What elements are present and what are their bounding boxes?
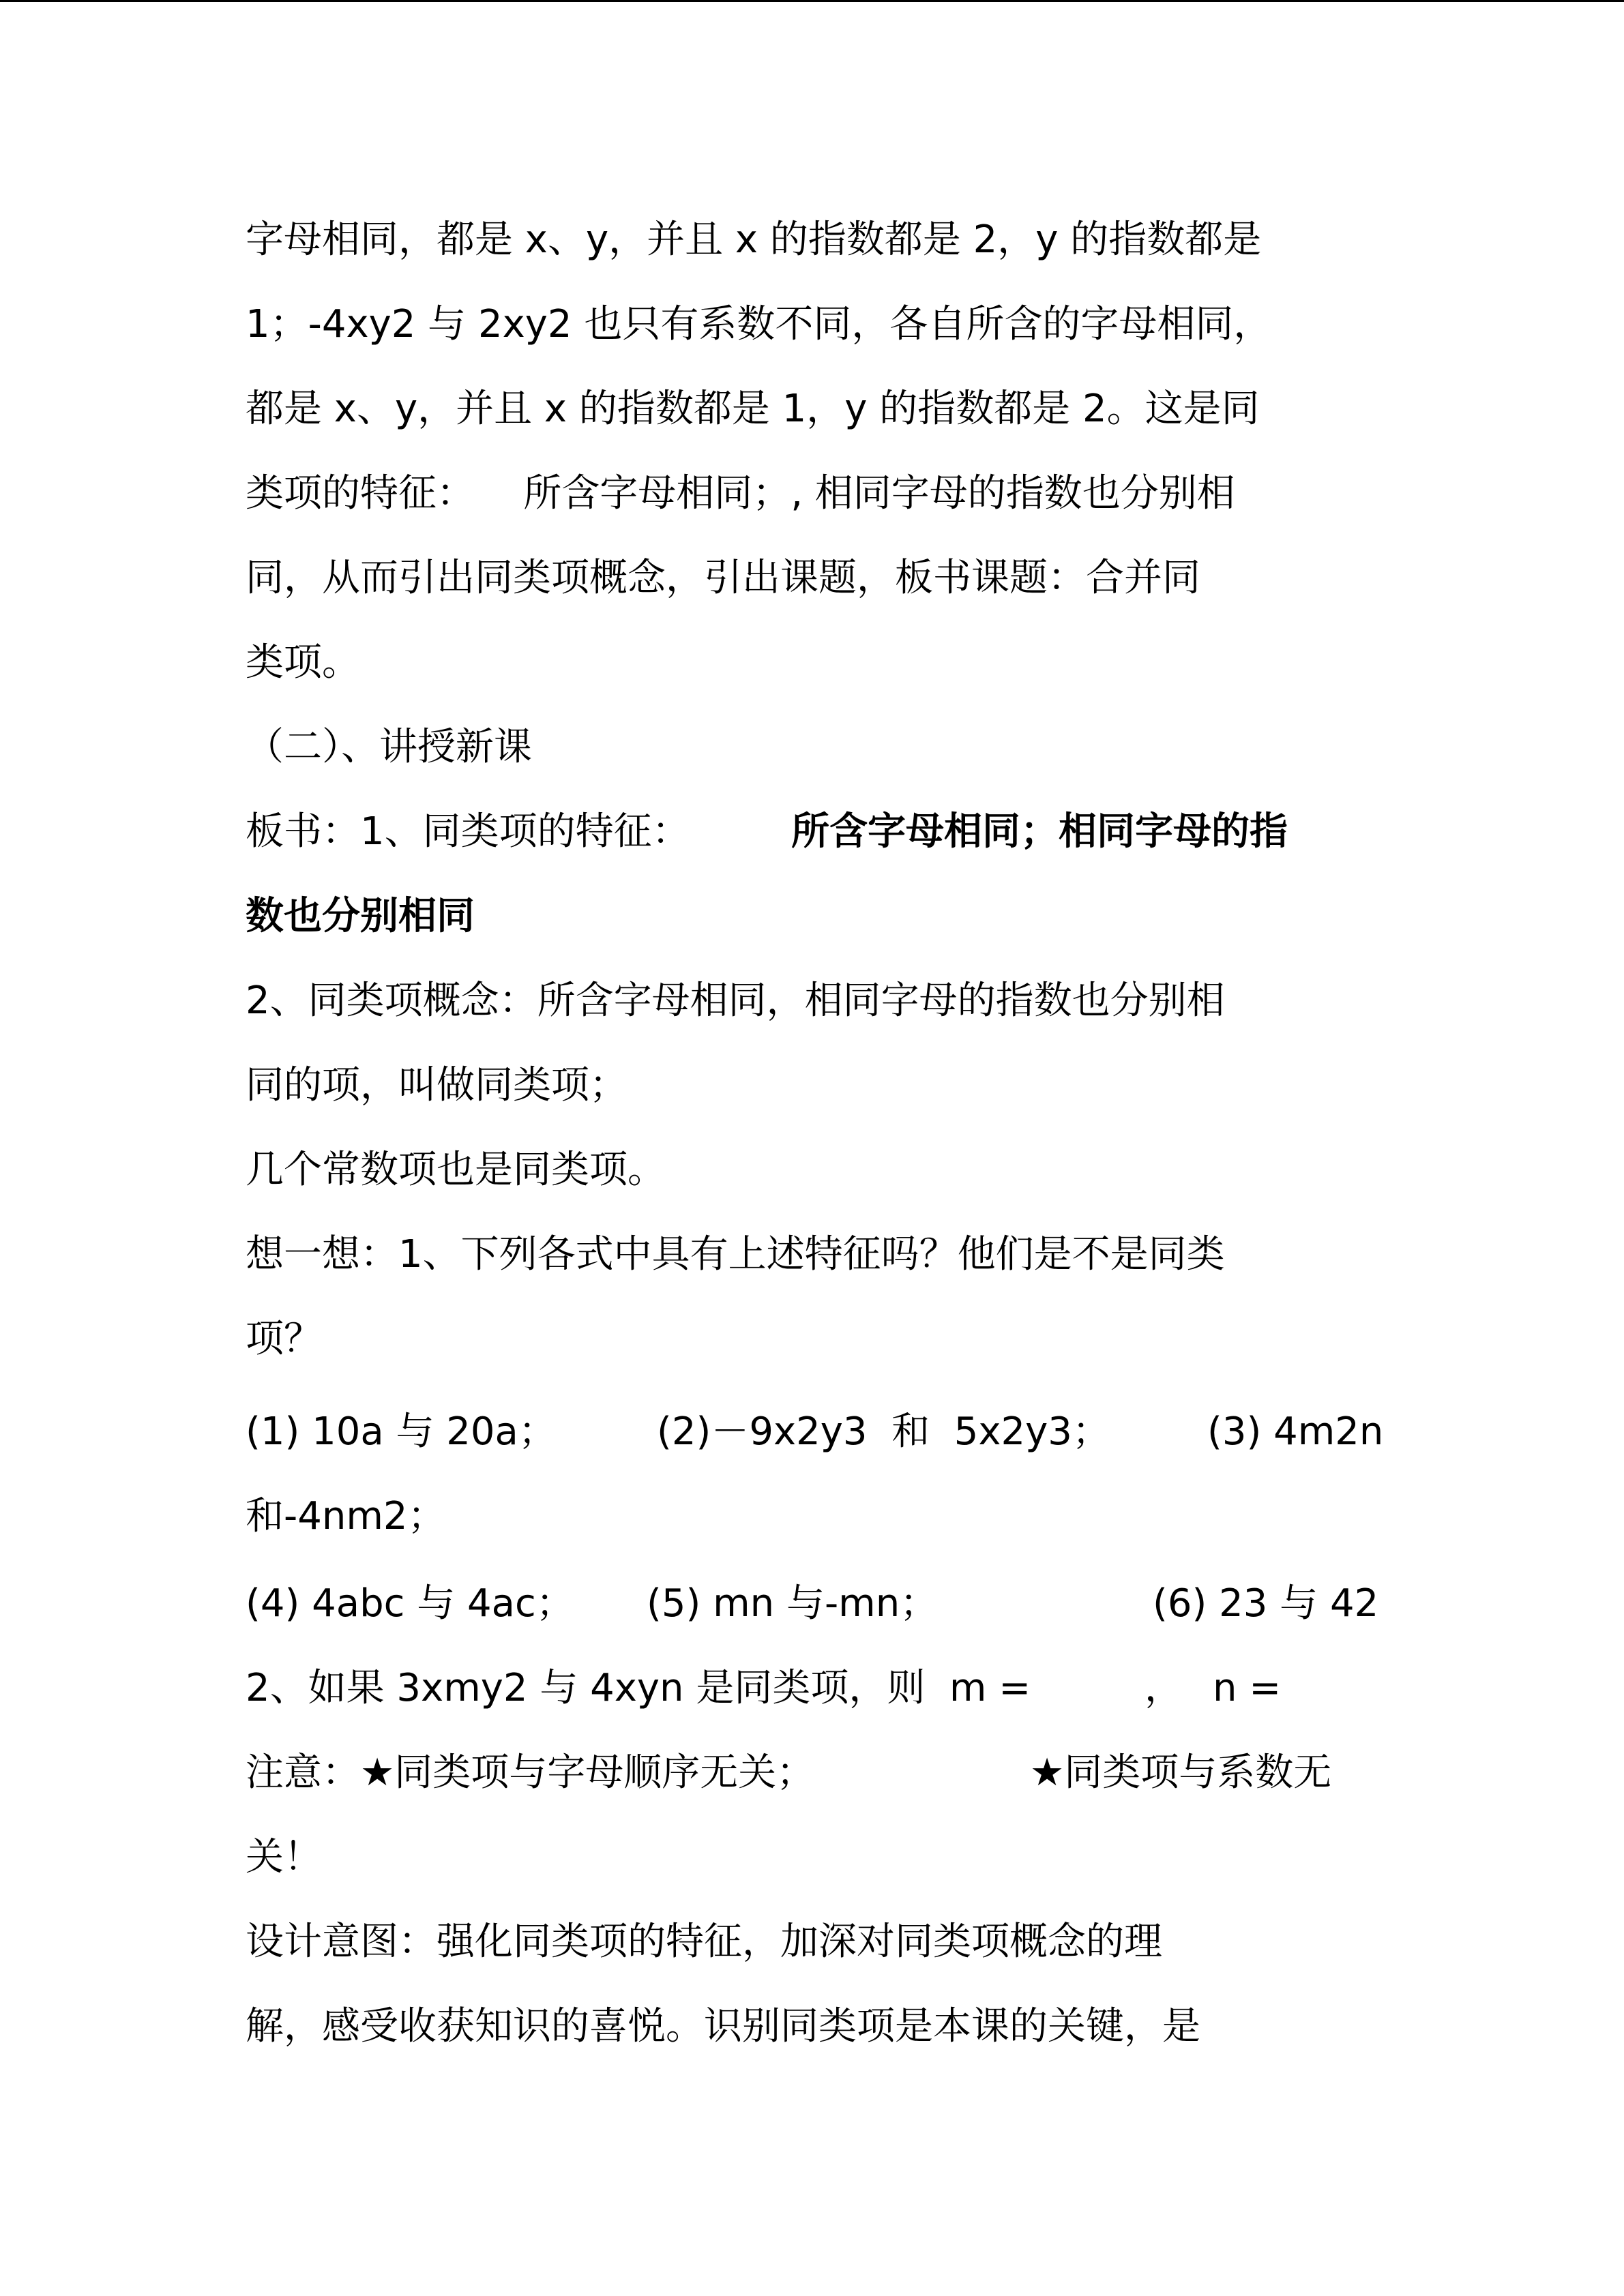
exercise-item-6: (6) 23 与 42 — [1153, 1581, 1379, 1626]
exercise-item-3: (3) 4m2n — [1207, 1410, 1384, 1454]
paragraph-line: 字母相同，都是 x、y，并且 x 的指数都是 2，y 的指数都是 — [246, 218, 1262, 262]
think-question-line: 项？ — [246, 1317, 322, 1361]
exercise-row — [246, 1577, 1379, 1631]
board-prefix: 板书：1、同类项的特征： — [246, 809, 690, 854]
design-intent-line: 设计意图：强化同类项的特征，加深对同类项概念的理 — [246, 1920, 1162, 1964]
exercise-row-continuation: 和-4nm2； — [246, 1494, 446, 1538]
note-text-2: ★同类项与系数无 — [1030, 1750, 1332, 1795]
constant-terms-line: 几个常数项也是同类项。 — [246, 1148, 666, 1192]
concept-line: 2、同类项概念：所含字母相同，相同字母的指数也分别相 — [246, 979, 1225, 1023]
section-heading: （二）、讲授新课 — [246, 725, 532, 769]
question-2-n: n = — [1213, 1666, 1282, 1710]
exercise-item-1: (1) 10a 与 20a； — [246, 1410, 557, 1454]
exercise-row — [246, 1405, 1384, 1459]
board-bold-text: 所含字母相同；相同字母的指 — [791, 809, 1288, 854]
exercise-item-5: (5) mn 与-mn； — [647, 1581, 939, 1626]
question-2-text: 2、如果 3xmy2 与 4xyn 是同类项，则 m = — [246, 1666, 1031, 1710]
top-border — [0, 0, 1624, 2]
board-line — [246, 805, 1288, 859]
exercise-item-4: (4) 4abc 与 4ac； — [246, 1581, 574, 1626]
concept-line: 同的项，叫做同类项； — [246, 1063, 628, 1107]
paragraph-line: 都是 x、y，并且 x 的指数都是 1，y 的指数都是 2。这是同 — [246, 387, 1260, 431]
paragraph-line: 同，从而引出同类项概念，引出课题，板书课题：合并同 — [246, 556, 1200, 600]
exercise-item-2: (2)－9x2y3 和 5x2y3； — [657, 1410, 1110, 1454]
board-bold-continuation: 数也分别相同 — [246, 894, 475, 938]
question-2 — [246, 1661, 1282, 1716]
note-line — [246, 1746, 1332, 1800]
paragraph-line: 类项。 — [246, 640, 360, 685]
paragraph-line: 类项的特征： 所含字母相同；, 相同字母的指数也分别相 — [246, 471, 1235, 516]
note-text-1: 注意：★同类项与字母顺序无关； — [246, 1750, 815, 1795]
design-intent-line: 解，感受收获知识的喜悦。识别同类项是本课的关键，是 — [246, 2004, 1200, 2048]
question-2-comma: ， — [1145, 1666, 1183, 1710]
paragraph-line: 1；-4xy2 与 2xy2 也只有系数不同，各自所含的字母相同， — [246, 302, 1272, 346]
note-continuation: 关！ — [246, 1835, 322, 1879]
think-question-line: 想一想：1、下列各式中具有上述特征吗？他们是不是同类 — [246, 1232, 1225, 1277]
